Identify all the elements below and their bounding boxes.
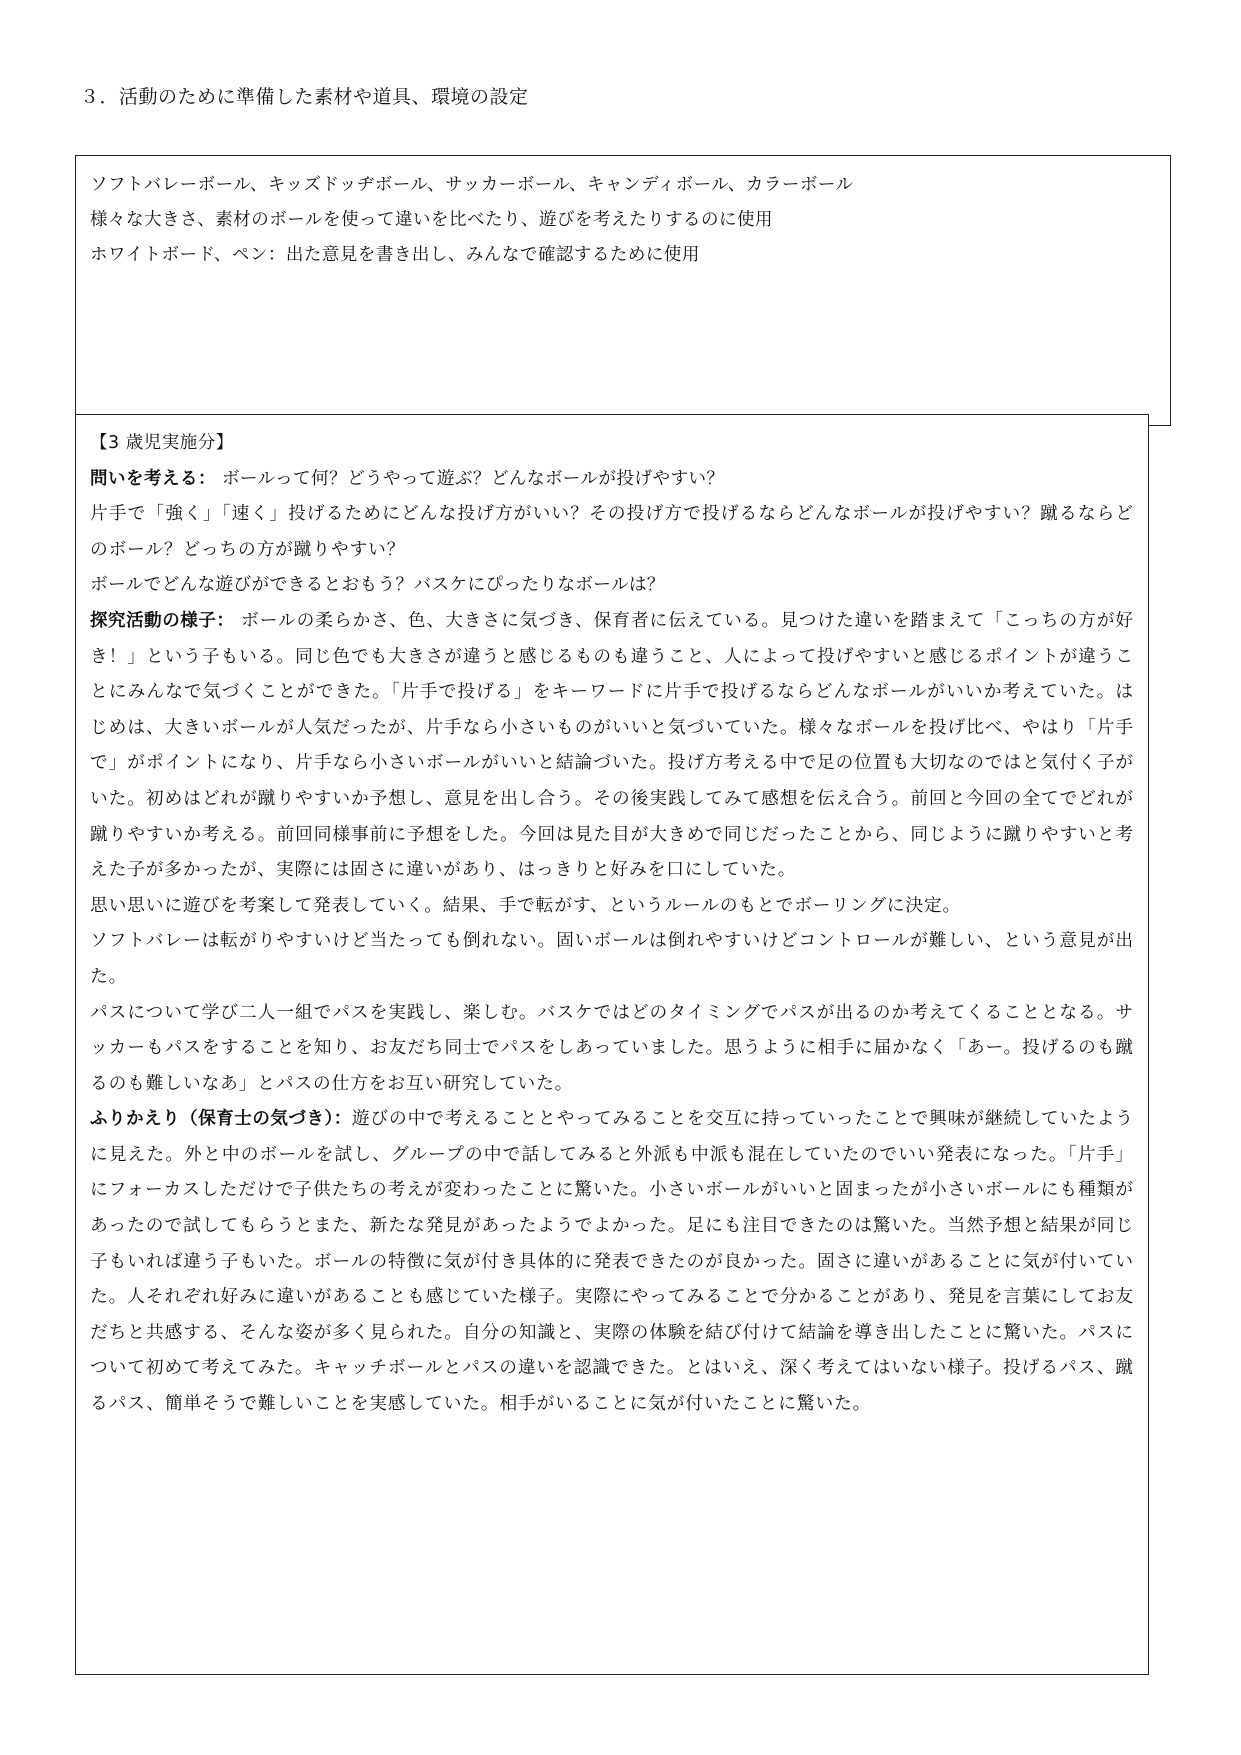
reflection-label: ふりかえり（保育士の気づき）： [90, 1109, 352, 1130]
activity-paragraph [90, 604, 1134, 889]
activity-more-1: 思い思いに遊びを考案して発表していく。結果、手で転がす、というルールのもとでボーリングに決定。 [90, 895, 962, 916]
activity-label: 探究活動の様子： [90, 610, 235, 631]
materials-line: 様々な大きさ、素材のボールを使って違いを比べたり、遊びを考えたりするのに使用 [90, 210, 773, 230]
questions-text: ボールって何？どうやって遊ぶ？どんなボールが投げやすい？ [216, 468, 725, 489]
section-heading: ３．活動のために準備した素材や道具、環境の設定 [80, 86, 529, 108]
reflection-paragraph [90, 1102, 1134, 1422]
questions-more: 片手で「強く」「速く」投げるためにどんな投げ方がいい？その投げ方で投げるならどんなボールが投げやすい？蹴るならどのボール？どっちの方が蹴りやすい？ [90, 504, 1134, 560]
questions-label: 問いを考える： [90, 468, 216, 489]
questions-last: ボールでどんな遊びができるとおもう？バスケにぴったりなボールは？ [90, 575, 665, 596]
report-title-line [90, 426, 1134, 462]
materials-line: ソフトバレーボール、キッズドッヂボール、サッカーボール、キャンディボール、カラーボール [90, 175, 854, 195]
report-title: 【3 歳児実施分】 [90, 433, 234, 453]
activity-more-3: パスについて学び二人一組でパスを実践し、楽しむ。バスケではどのタイミングでパスが出るのか考えてくることとなる。サッカーもパスをすることを知り、お友だち同士でパスをしあっていました。思うように相手に届かなく「あー。投げるのも蹴るのも難しいなあ」とパスの仕方をお互い研究していた。 [90, 1002, 1134, 1094]
materials-box [75, 155, 1171, 426]
reflection-text: 遊びの中で考えることとやってみることを交互に持っていったことで興味が継続していたように見えた。外と中のボールを試し、グループの中で話してみると外派も中派も混在していたのでいい発表になった。「片手」にフォーカスしただけで子供たちの考えが変わったことに驚いた。小さいボールがいいと固まったが小さいボールにも種類があったので試してもらうとまた、新たな発見があったようでよかった。足にも注目できたのは驚いた。当然予想と結果が同じ子もいれば違う子もいた。ボールの特徴に気が付き具体的に発表できたのが良かった。固さに違いがあることに気が付いていた。人それぞれ好みに違いがあることも感じていた様子。実際にやってみることで分かることがあり、発見を言葉にしてお友だちと共感する、そんな姿が多く見られた。自分の知識と、実際の体験を結び付けて結論を導き出したことに驚いた。パスについて初めて考えてみた。キャッチボールとパスの違いを認識できた。とはいえ、深く考えてはいない様子。投げるパス、蹴るパス、簡単そうで難しいことを実感していた。相手がいることに気が付いたことに驚いた。 [90, 1109, 1135, 1415]
activity-more-2: ソフトバレーは転がりやすいけど当たっても倒れない。固いボールは倒れやすいけどコントロールが難しい、という意見が出た。 [90, 931, 1134, 987]
activity-text: ボールの柔らかさ、色、大きさに気づき、保育者に伝えている。見つけた違いを踏まえて「こっちの方が好き！」という子もいる。同じ色でも大きさが違うと感じるものも違うこと、人によって投げやすいと感じるポイントが違うことにみんなで気づくことができた。「片手で投げる」をキーワードに片手で投げるならどんなボールがいいか考えていた。はじめは、大きいボールが人気だったが、片手なら小さいものがいいと気づいていた。様々なボールを投げ比べ、やはり「片手で」がポイントになり、片手なら小さいボールがいいと結論づいた。投げ方考える中で足の位置も大切なのではと気付く子がいた。初めはどれが蹴りやすいか予想し、意見を出し合う。その後実践してみて感想を伝え合う。前回と今回の全てでどれが蹴りやすいか考える。前回同様事前に予想をした。今回は見た目が大きめで同じだったことから、同じように蹴りやすいと考えた子が多かったが、実際には固さに違いがあり、はっきりと好みを口にしていた。 [90, 610, 1134, 881]
materials-line: ホワイトボード、ペン：出た意見を書き出し、みんなで確認するために使用 [90, 245, 700, 265]
report-box [75, 414, 1149, 1675]
questions-paragraph [90, 462, 1134, 498]
